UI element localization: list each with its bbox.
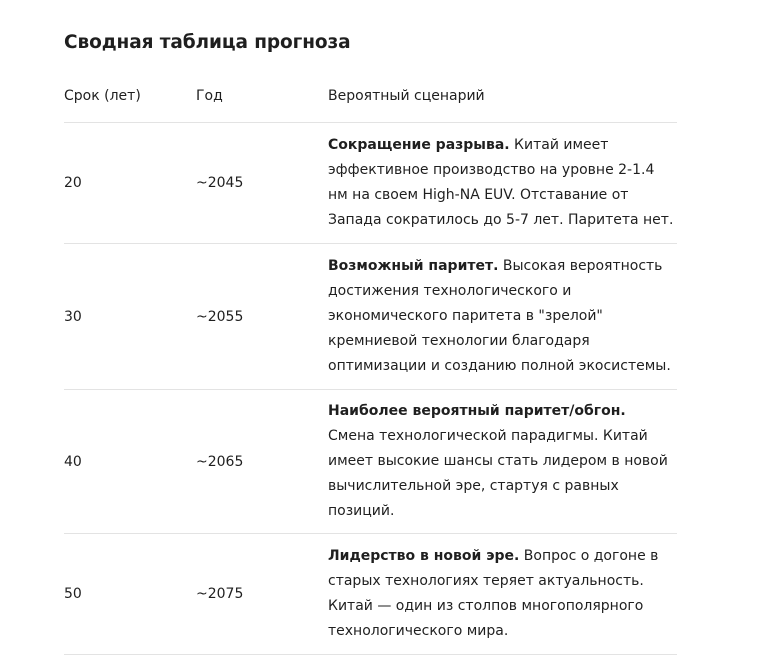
- row-term: 20: [64, 123, 196, 244]
- row-year: ~2055: [196, 244, 328, 390]
- scenario-text: Вопрос о догоне в старых технологиях теряет актуальность. Китай — один из столпов многополярного технологического мира.: [328, 548, 659, 639]
- table-row: [64, 244, 677, 390]
- table-header-row: [64, 86, 677, 123]
- header-term: Срок (лет): [64, 86, 196, 123]
- row-year: ~2065: [196, 390, 328, 534]
- scenario-title: Лидерство в новой эре.: [328, 548, 520, 564]
- scenario-text: Смена технологической парадигмы. Китай имеет высокие шансы стать лидером в новой вычислительной эре, стартуя с равных позиций.: [328, 428, 668, 519]
- table-row: [64, 123, 677, 244]
- scenario-title: Возможный паритет.: [328, 258, 499, 274]
- row-scenario: [328, 244, 677, 390]
- row-scenario: [328, 390, 677, 534]
- table-row: [64, 534, 677, 655]
- row-term: 30: [64, 244, 196, 390]
- forecast-table: [64, 86, 677, 655]
- header-year: Год: [196, 86, 328, 123]
- scenario-title: Наиболее вероятный паритет/обгон.: [328, 403, 626, 419]
- scenario-text: Китай имеет эффективное производство на уровне 2-1.4 нм на своем High-NA EUV. Отставание от Запада сократилось до 5-7 лет. Паритета нет.: [328, 137, 674, 228]
- row-term: 50: [64, 534, 196, 655]
- table-row: [64, 390, 677, 534]
- scenario-text: Высокая вероятность достижения технологического и экономического паритета в "зрелой" кремниевой технологии благодаря оптимизации и созданию полной экосистемы.: [328, 258, 671, 374]
- row-year: ~2045: [196, 123, 328, 244]
- page-title: Сводная таблица прогноза: [64, 32, 351, 53]
- scenario-title: Сокращение разрыва.: [328, 137, 510, 153]
- row-scenario: [328, 534, 677, 655]
- header-scenario: Вероятный сценарий: [328, 86, 677, 123]
- row-scenario: [328, 123, 677, 244]
- row-term: 40: [64, 390, 196, 534]
- row-year: ~2075: [196, 534, 328, 655]
